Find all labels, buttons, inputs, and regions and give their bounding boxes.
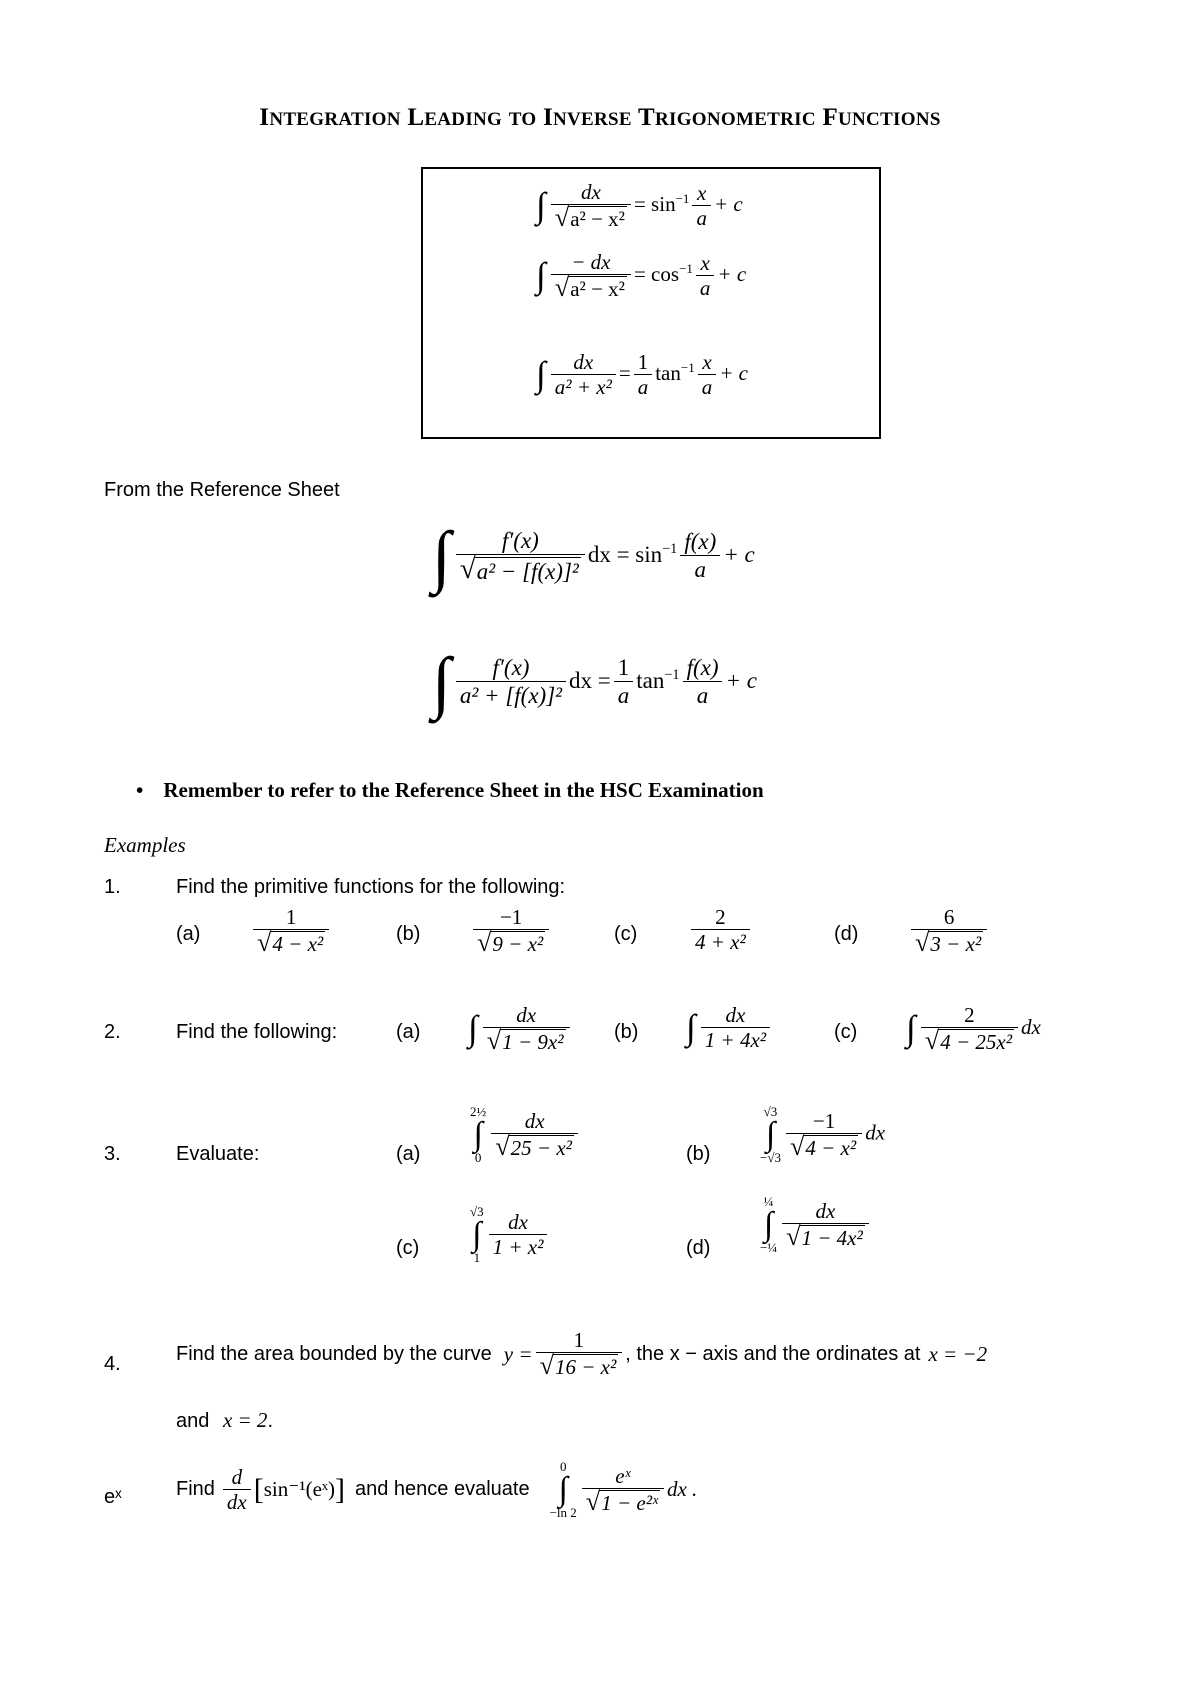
ref-function: tan (636, 667, 665, 693)
question-number: 1. (104, 876, 121, 898)
q1-expression-b: −1 √ 9 − x² (470, 905, 552, 957)
ref-rhs-denominator: a (694, 557, 707, 583)
denominator: 9 − x² (492, 932, 544, 957)
ref-exponent: −1 (662, 541, 678, 558)
q2-expression-a: ∫ dx √ 1 − 9x² (468, 1003, 573, 1055)
upper-limit: √3 (763, 1104, 778, 1119)
q3-expression-a: 2½ ∫ 0 dx √ 25 − x² (470, 1105, 581, 1165)
ref-rhs-numerator: f(x) (686, 654, 719, 680)
denominator: 16 − x² (554, 1355, 617, 1380)
title-word: FUNCTIONS (822, 104, 941, 131)
derivative-argument: sin⁻¹(eˣ) (263, 1477, 335, 1502)
equation-lhs: y = (503, 1341, 533, 1366)
formula-rhs-denominator: a (699, 276, 711, 301)
formula-denominator: a² + x² (554, 375, 612, 400)
title-word: LEADING (407, 104, 503, 131)
formula-constant: + c (713, 191, 743, 216)
full-stop: . (267, 1410, 273, 1432)
part-label: (b) (686, 1143, 711, 1165)
ref-rhs-numerator: f(x) (684, 528, 717, 554)
q4-line: Find the area bounded by the curve y = 1 √ 16 − x² , the x − axis and the ordinates at x = −2 (176, 1328, 988, 1381)
denominator: 3 − x² (930, 932, 982, 957)
ref-constant: + c (725, 667, 757, 693)
examples-heading: Examples (104, 833, 186, 857)
ref-constant: + c (723, 541, 755, 567)
derivative-numerator: d (231, 1464, 243, 1489)
part-label: (b) (614, 1021, 639, 1043)
lower-limit: 1 (473, 1249, 481, 1265)
lower-limit: −¼ (760, 1239, 778, 1255)
question-text: Find the following: (176, 1021, 338, 1043)
title-word: INVERSE (542, 104, 632, 131)
numerator: dx (815, 1198, 836, 1223)
formula-constant: + c (717, 261, 747, 286)
numerator: 6 (943, 905, 955, 929)
differential: dx (1021, 1014, 1041, 1039)
part-label: (a) (396, 1021, 421, 1043)
denominator: 1 + 4x² (704, 1028, 767, 1053)
formula-function: = cos (633, 261, 680, 286)
numerator: dx (524, 1108, 545, 1133)
denominator: 1 + x² (492, 1234, 544, 1259)
formula-rhs-numerator: x (700, 251, 710, 275)
q3-expression-b: √3 ∫ −√3 −1 √ 4 − x² dx (760, 1104, 886, 1165)
formula-exponent: −1 (675, 190, 690, 206)
q2-expression-c: ∫ 2 √ 4 − 25x² dx (906, 1003, 1041, 1056)
formula-rhs-denominator: a (701, 375, 713, 400)
numerator: 2 (964, 1003, 975, 1027)
upper-limit: 2½ (470, 1104, 487, 1119)
ref-rhs-denominator: a (696, 683, 709, 709)
title-word: TRIGONOMETRIC (638, 104, 816, 131)
formula-numerator: dx (573, 350, 594, 374)
ref-coefficient-numerator: 1 (617, 654, 630, 680)
page-title (0, 104, 1200, 132)
formula-exponent: −1 (679, 260, 693, 276)
question-number: 3. (104, 1143, 121, 1165)
derivative-denominator: dx (226, 1489, 247, 1514)
q1-expression-a: 1 √ 4 − x² (250, 905, 332, 957)
numerator: dx (725, 1003, 746, 1027)
denominator: 25 − x² (510, 1135, 572, 1160)
ref-denominator: a² − [f(x)]² (476, 558, 579, 584)
numerator: 1 (285, 905, 297, 929)
formula-rhs-denominator: a (696, 206, 707, 231)
question-number: eˣ (104, 1486, 122, 1508)
reference-formula-arctan: ∫ $\frac{f'(x)}{\text{a² + [f(x)]²}}$ dx = $\frac{1}{a}$ $\tan^{-1}$ $\frac{f(x)}{a}$ + c (432, 644, 757, 720)
reminder-text: Remember to refer to the Reference Sheet in the HSC Examination (163, 778, 764, 802)
ordinate-left: x = −2 (928, 1341, 988, 1366)
q3-expression-c: √3 ∫ 1 $\frac{dx}{\text{1 + x²}}$ (470, 1205, 550, 1265)
question-text: Find (176, 1478, 215, 1501)
title-word: TO (508, 109, 537, 130)
ref-numerator: f′(x) (492, 654, 530, 680)
part-label: (d) (834, 923, 859, 945)
formula-numerator: − dx (571, 250, 611, 274)
denominator: 1 − 4x² (801, 1225, 863, 1250)
question-text: and (176, 1410, 210, 1432)
formula-exponent: −1 (680, 359, 695, 375)
question-number: 4. (104, 1353, 121, 1375)
denominator: 4 − x² (805, 1135, 857, 1160)
formula-arcsin: ∫ dx √ a² − x² = $\sin^{-1}$ $\frac{x}{a}$ + c (536, 180, 743, 233)
part-label: (c) (614, 923, 638, 945)
reminder-bullet (136, 778, 764, 803)
formula-arccos: ∫ − dx √ a² − x² = $\cos^{-1}$ $\frac{x}{a}$ + c (536, 250, 747, 303)
denominator: 4 − x² (272, 932, 324, 957)
formula-arctan: ∫ $\frac{dx}{\text{a² + x²}}$ = $\frac{1}{a}$ $\tan^{-1}$ $\frac{x}{a}$ + c (536, 350, 748, 400)
numerator: dx (508, 1209, 528, 1234)
q1-expression-d: 6 √ 3 − x² (908, 905, 990, 957)
formula-denominator: a² − x² (570, 207, 625, 232)
upper-limit: ¼ (763, 1194, 774, 1209)
differential: dx (865, 1120, 886, 1145)
lower-limit: −√3 (760, 1149, 781, 1165)
formula-numerator: dx (580, 180, 601, 204)
ref-exponent: −1 (664, 667, 680, 684)
title-word: INTEGRATION (259, 104, 401, 131)
part-label: (a) (176, 923, 201, 945)
bullet-icon: • (136, 778, 144, 802)
upper-limit: 0 (559, 1459, 567, 1474)
denominator: 1 − e²ˣ (601, 1490, 658, 1515)
lower-limit: 0 (474, 1149, 482, 1165)
ref-middle: dx = sin (587, 541, 663, 567)
upper-limit: √3 (470, 1204, 484, 1219)
lower-limit: −ln 2 (549, 1504, 577, 1520)
question-text: Find the area bounded by the curve (176, 1342, 492, 1365)
formula-rhs-numerator: x (702, 350, 712, 374)
formula-denominator: a² − x² (570, 277, 625, 302)
denominator: 1 − 9x² (502, 1030, 564, 1055)
question-text-continued: , the x − axis and the ordinates at (625, 1342, 921, 1365)
formula-constant: + c (719, 360, 748, 385)
reference-formula-arcsin: ∫ f′(x) √ a² − [f(x)]² dx = $\sin^{-1}$ $\frac{f(x)}{a}$ + c (432, 518, 755, 594)
numerator: 2 (715, 905, 726, 929)
denominator: 4 + x² (695, 930, 746, 955)
question-number: 2. (104, 1021, 121, 1043)
part-label: (c) (834, 1021, 858, 1043)
formula-rhs-numerator: x (697, 181, 707, 205)
numerator: −1 (499, 905, 523, 929)
reference-label: From the Reference Sheet (104, 479, 340, 501)
part-label: (b) (396, 923, 421, 945)
q3-expression-d: ¼ ∫ −¼ dx √ 1 − 4x² (760, 1195, 872, 1255)
formula-coefficient-denominator: a (637, 375, 649, 400)
ref-coefficient-denominator: a (617, 683, 630, 709)
ref-middle: dx = (569, 667, 611, 693)
q4-line-2 (176, 1408, 273, 1433)
question-text-continued: and hence evaluate (355, 1478, 530, 1501)
formula-coefficient-numerator: 1 (637, 350, 649, 374)
question-text: Find the primitive functions for the following: (176, 876, 566, 898)
ref-denominator: a² + [f(x)]² (459, 683, 563, 709)
formula-function: tan (655, 360, 681, 385)
ref-numerator: f′(x) (501, 527, 539, 553)
numerator: −1 (812, 1108, 836, 1133)
question-text: Evaluate: (176, 1143, 260, 1165)
q2-expression-b: ∫ $\frac{dx}{\text{1 + 4x²}}$ (686, 1003, 773, 1053)
part-label: (d) (686, 1237, 711, 1259)
q1-expression-c (688, 905, 753, 955)
formula-function: = sin (633, 191, 676, 216)
numerator: eˣ (615, 1463, 631, 1488)
numerator: dx (516, 1003, 537, 1027)
differential: dx . (666, 1477, 698, 1502)
part-label: (a) (396, 1143, 421, 1165)
ordinate-right: x = 2 (222, 1408, 268, 1432)
q5-line: Find $\frac{d}{dx}$ [ sin⁻¹(eˣ) ] and hence evaluate 0 ∫ −ln 2 eˣ √ 1 − e²ˣ dx . (176, 1459, 698, 1520)
numerator: 1 (573, 1328, 585, 1352)
part-label: (c) (396, 1237, 420, 1259)
denominator: 4 − 25x² (940, 1030, 1012, 1055)
